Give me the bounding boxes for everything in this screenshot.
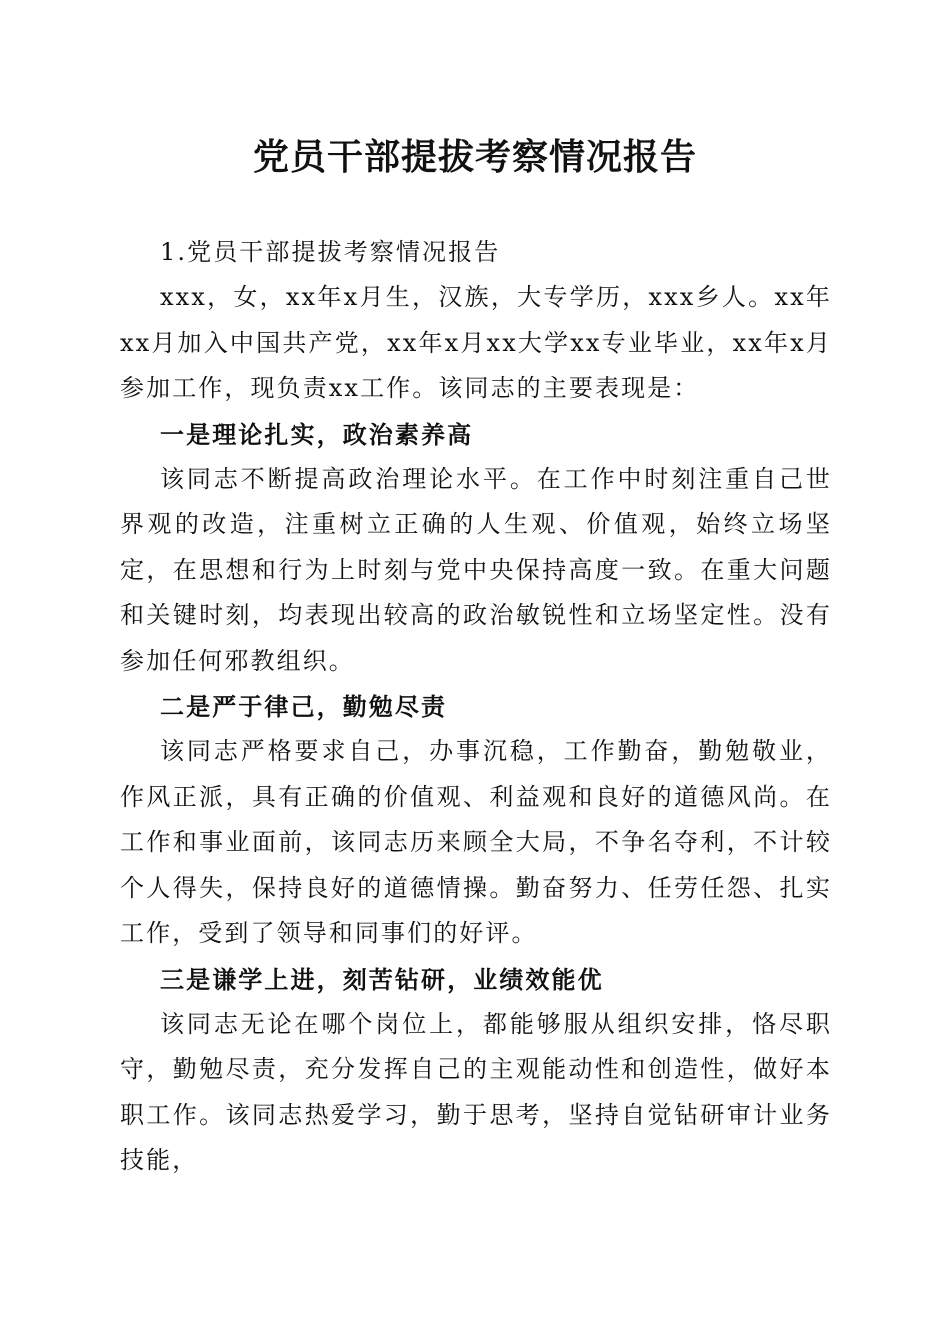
paragraph-discipline: 该同志严格要求自己，办事沉稳，工作勤奋，勤勉敬业，作风正派，具有正确的价值观、利益观和良好的道德风尚。在工作和事业面前，该同志历来顾全大局，不争名夺利，不计较个人得失，保持良好的道德情操。勤奋努力、任劳任怨、扎实工作，受到了领导和同事们的好评。 xyxy=(120,737,832,948)
paragraph-theory: 该同志不断提高政治理论水平。在工作中时刻注重自己世界观的改造，注重树立正确的人生观、价值观，始终立场坚定，在思想和行为上时刻与党中央保持高度一致。在重大问题和关键时刻，均表现出较高的政治敏锐性和立场坚定性。没有参加任何邪教组织。 xyxy=(120,465,832,675)
heading-discipline: 二是严于律己，勤勉尽责 xyxy=(160,692,448,722)
heading-theory: 一是理论扎实，政治素养高 xyxy=(160,419,474,449)
paragraph-section-label: 1.党员干部提拔考察情况报告 xyxy=(160,238,501,266)
heading-study: 三是谦学上进，刻苦钻研，业绩效能优 xyxy=(160,964,604,994)
paragraph-study: 该同志无论在哪个岗位上，都能够服从组织安排，恪尽职守，勤勉尽责，充分发挥自己的主观能动性和创造性，做好本职工作。该同志热爱学习，勤于思考，坚持自觉钻研审计业务技能， xyxy=(120,1009,832,1175)
paragraph-profile: xxx，女，xx年x月生，汉族，大专学历，xxx乡人。xx年xx月加入中国共产党，xx年x月xx大学xx专业毕业，xx年x月参加工作，现负责xx工作。该同志的主要表现是： xyxy=(120,283,832,403)
document-body xyxy=(120,230,832,1184)
document-title: 党员干部提拔考察情况报告 xyxy=(252,136,697,178)
